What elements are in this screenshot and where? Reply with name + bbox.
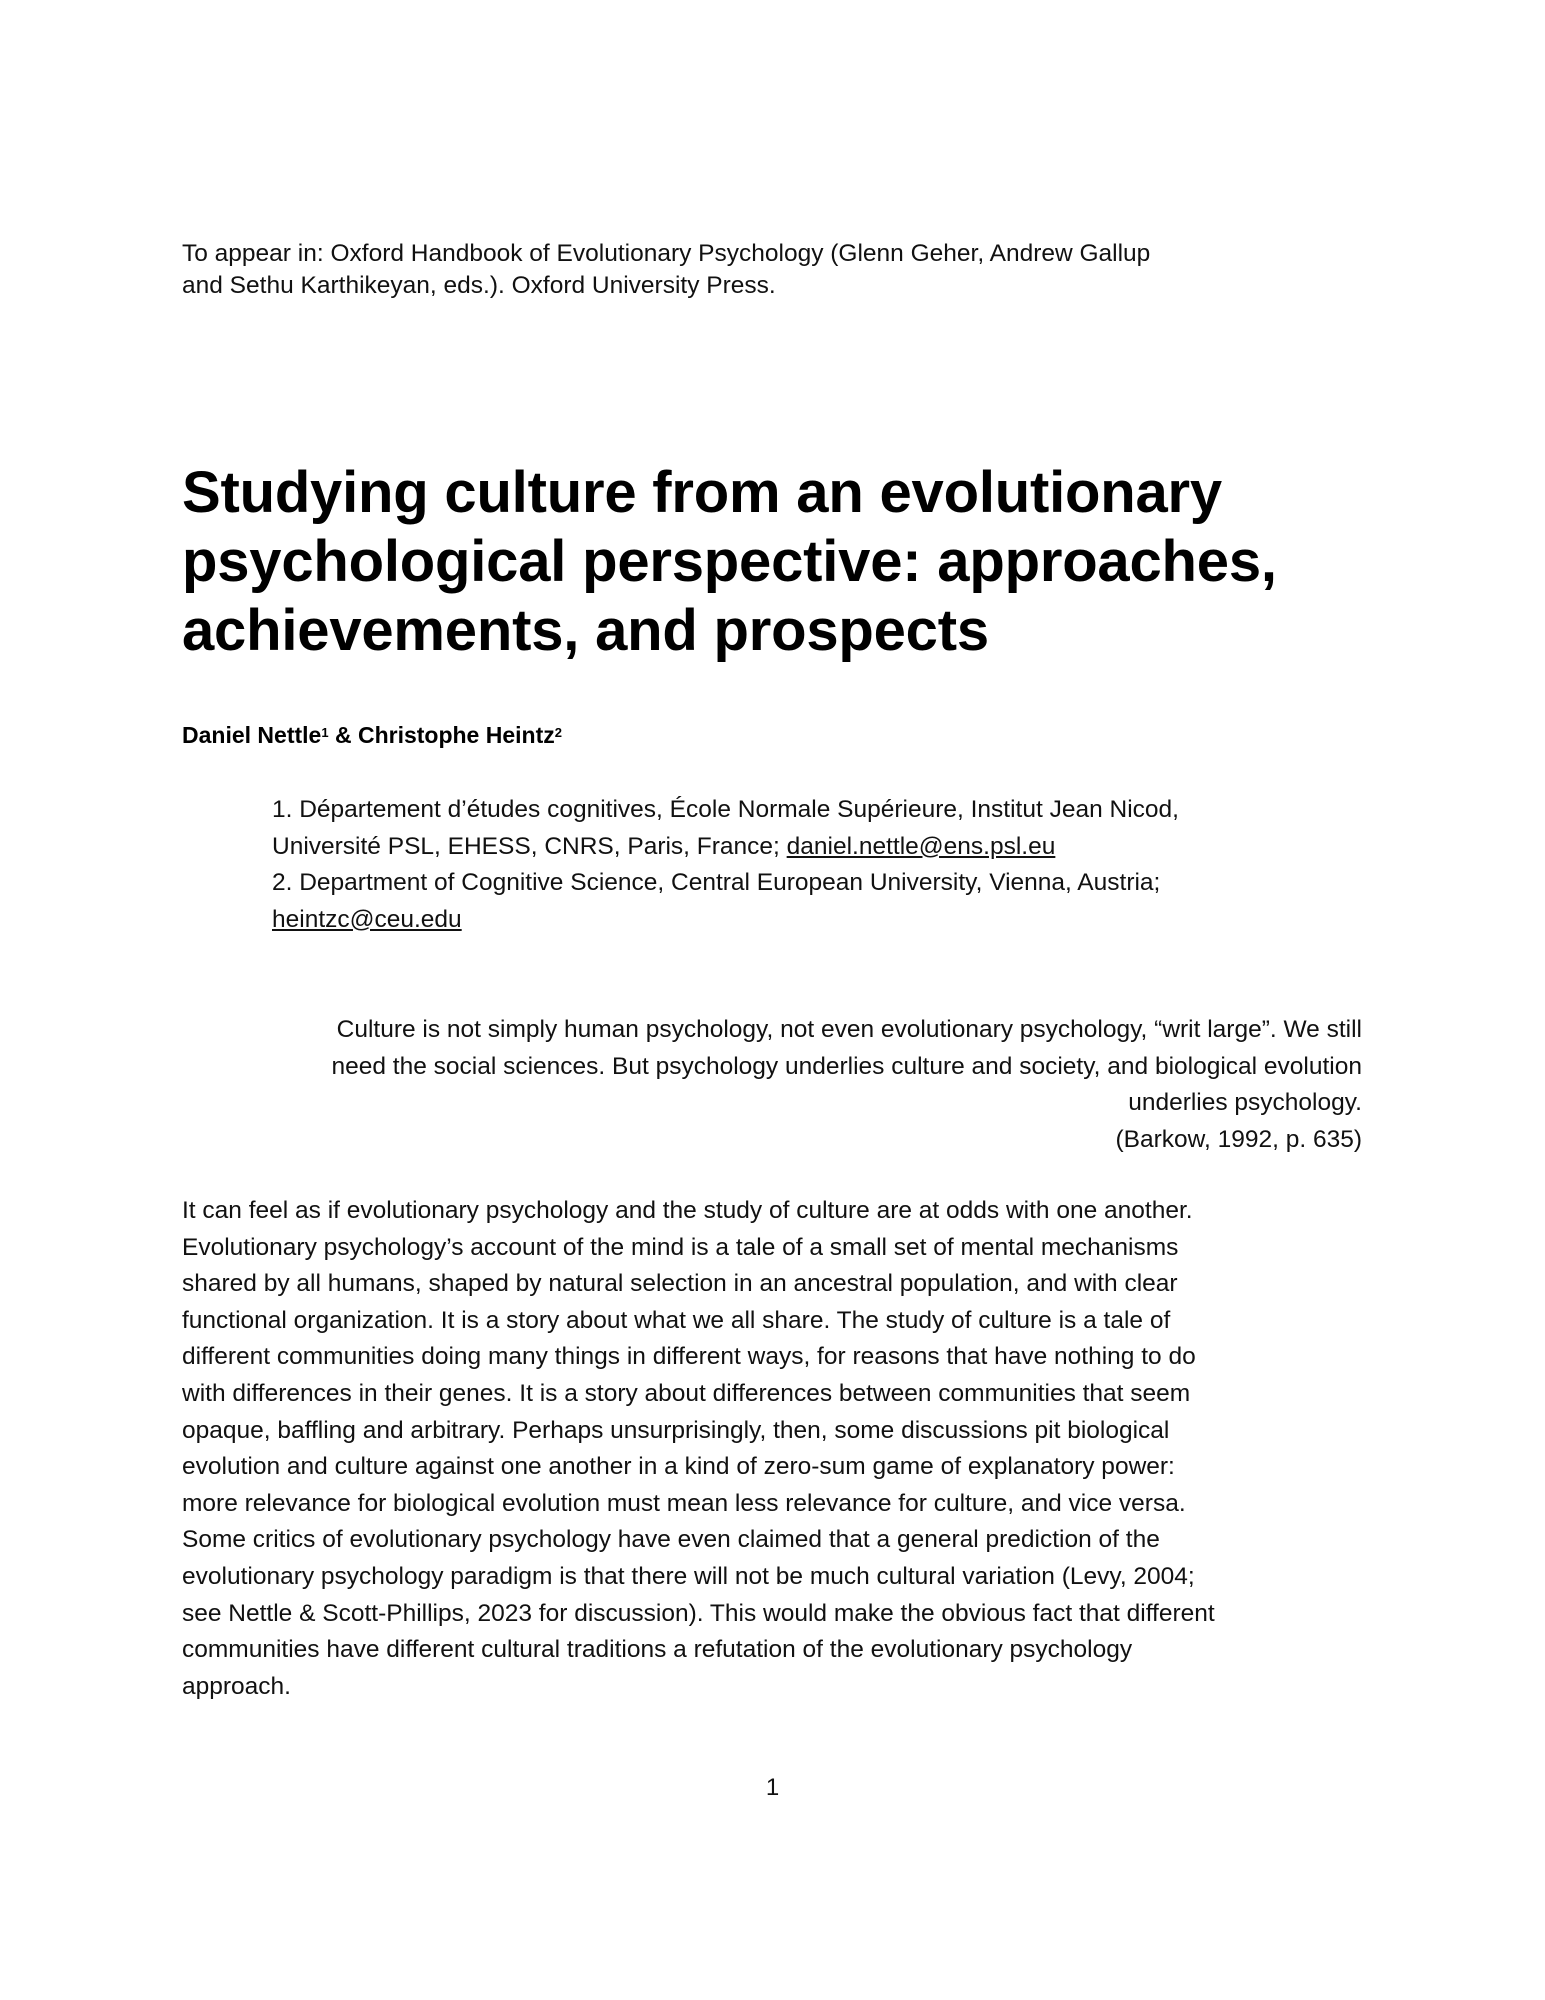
body-line: see Nettle & Scott-Phillips, 2023 for discussion). This would make the obvious fact that different xyxy=(182,1599,1215,1627)
body-paragraph xyxy=(182,1193,1372,1705)
paper-title xyxy=(182,458,1402,665)
epigraph-line: Culture is not simply human psychology, not even evolutionary psychology, “writ large”. We still xyxy=(336,1016,1362,1043)
publication-note-line: To appear in: Oxford Handbook of Evolutionary Psychology (Glenn Geher, Andrew Gallup xyxy=(182,240,1151,267)
title-line: achievements, and prospects xyxy=(182,598,989,663)
publication-note xyxy=(182,238,1382,302)
body-line: evolution and culture against one another in a kind of zero-sum game of explanatory power: xyxy=(182,1453,1175,1481)
body-line: more relevance for biological evolution must mean less relevance for culture, and vice versa. xyxy=(182,1489,1186,1517)
title-line: Studying culture from an evolutionary xyxy=(182,460,1222,525)
body-line: It can feel as if evolutionary psychology and the study of culture are at odds with one another. xyxy=(182,1197,1193,1224)
email-link[interactable]: daniel.nettle@ens.psl.eu xyxy=(786,832,1056,860)
affiliation-line xyxy=(272,829,1372,866)
body-line: with differences in their genes. It is a story about differences between communities that seem xyxy=(182,1379,1191,1407)
body-line: evolutionary psychology paradigm is that there will not be much cultural variation (Levy, 2004; xyxy=(182,1562,1195,1590)
author-name: Christophe Heintz xyxy=(357,722,555,748)
epigraph-line: need the social sciences. But psychology underlies culture and society, and biological evolution xyxy=(331,1052,1362,1080)
body-line: approach. xyxy=(182,1672,291,1700)
publication-note-line: and Sethu Karthikeyan, eds.). Oxford University Press. xyxy=(182,272,776,299)
body-line: Evolutionary psychology’s account of the mind is a tale of a small set of mental mechanisms xyxy=(182,1233,1179,1261)
affiliations xyxy=(272,792,1372,938)
title-line: psychological perspective: approaches, xyxy=(182,529,1277,594)
body-line: Some critics of evolutionary psychology have even claimed that a general prediction of the xyxy=(182,1526,1160,1554)
affiliation-line xyxy=(272,902,1372,939)
affiliation-marker: 2 xyxy=(554,725,562,740)
affiliation-line: 2. Department of Cognitive Science, Central European University, Vienna, Austria; xyxy=(272,869,1161,896)
body-line: functional organization. It is a story about what we all share. The study of culture is a tale of xyxy=(182,1306,1171,1334)
author-list xyxy=(182,720,562,750)
author-name: Daniel Nettle xyxy=(182,722,322,748)
epigraph-citation: (Barkow, 1992, p. 635) xyxy=(1115,1125,1362,1153)
body-line: opaque, baffling and arbitrary. Perhaps unsurprisingly, then, some discussions pit biological xyxy=(182,1416,1170,1444)
body-line: communities have different cultural traditions a refutation of the evolutionary psychology xyxy=(182,1636,1133,1664)
email-link[interactable]: heintzc@ceu.edu xyxy=(272,905,462,933)
body-line: different communities doing many things in different ways, for reasons that have nothing to do xyxy=(182,1343,1196,1371)
affiliation-text: Université PSL, EHESS, CNRS, Paris, France; xyxy=(272,832,787,860)
epigraph xyxy=(190,1012,1362,1158)
page-number: 1 xyxy=(765,1774,780,1801)
epigraph-line: underlies psychology. xyxy=(1128,1089,1362,1116)
affiliation-line: 1. Département d’études cognitives, École Normale Supérieure, Institut Jean Nicod, xyxy=(272,796,1179,823)
body-line: shared by all humans, shaped by natural selection in an ancestral population, and with clear xyxy=(182,1270,1178,1298)
author-separator: & xyxy=(328,722,358,748)
affiliation-marker: 1 xyxy=(321,725,329,740)
